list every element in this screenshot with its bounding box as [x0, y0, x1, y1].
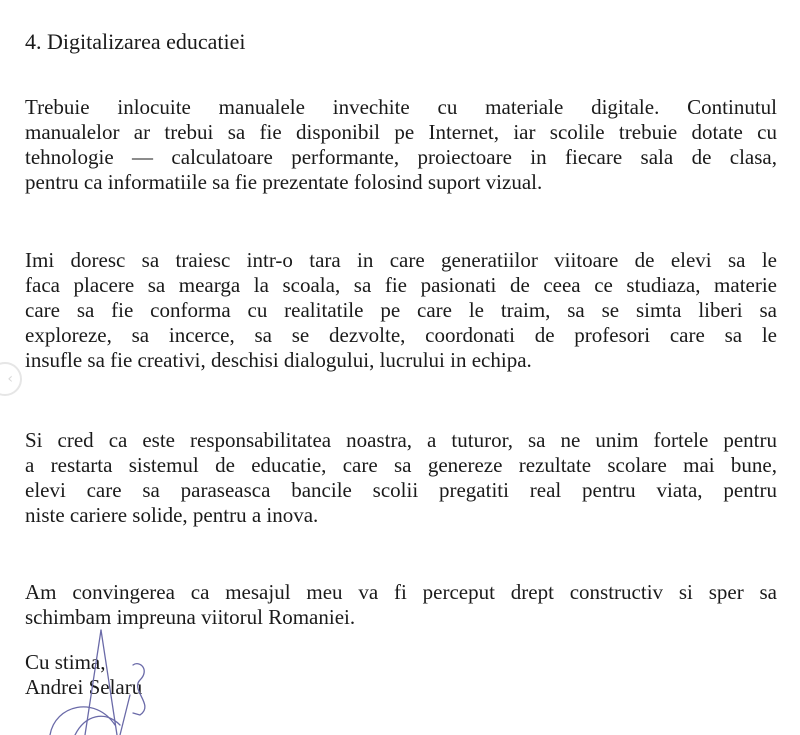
paragraph-3: [25, 428, 777, 528]
salutation: Cu stima,: [25, 650, 106, 674]
letter-closing: [25, 650, 142, 700]
paragraph-line: elevi care sa paraseasca bancile scolii pregatiti real pentru viata, pentru: [25, 478, 777, 502]
signatory-name: Andrei Selaru: [25, 675, 143, 699]
paragraph-line: Si cred ca este responsabilitatea noastra, a tuturor, sa ne unim fortele pentru: [25, 428, 777, 452]
paragraph-line: tehnologie — calculatoare performante, proiectoare in fiecare sala de clasa,: [25, 145, 777, 169]
paragraph-line: exploreze, sa incerce, sa se dezvolte, coordonati de profesori care sa le: [25, 323, 777, 347]
paragraph-line: Trebuie inlocuite manualele invechite cu materiale digitale. Continutul: [25, 95, 777, 119]
paragraph-line: Am convingerea ca mesajul meu va fi perceput drept constructiv si sper sa: [25, 580, 777, 604]
paragraph-line: niste cariere solide, pentru a inova.: [25, 503, 319, 527]
paragraph-1: [25, 95, 777, 195]
chevron-left-icon: ‹: [7, 371, 13, 387]
paragraph-4: [25, 580, 777, 630]
paragraph-line: pentru ca informatiile sa fie prezentate folosind suport vizual.: [25, 170, 543, 194]
previous-slide-button[interactable]: [0, 362, 22, 396]
paragraph-line: manualelor ar trebui sa fie disponibil pe Internet, iar scolile trebuie dotate cu: [25, 120, 777, 144]
paragraph-line: faca placere sa mearga la scoala, sa fie pasionati de ceea ce studiaza, materie: [25, 273, 777, 297]
paragraph-2: [25, 248, 777, 373]
paragraph-line: a restarta sistemul de educatie, care sa genereze rezultate scolare mai bune,: [25, 453, 777, 477]
paragraph-line: care sa fie conforma cu realitatile pe care le traim, sa se simta liberi sa: [25, 298, 777, 322]
section-heading: 4. Digitalizarea educatiei: [25, 29, 246, 54]
paragraph-line: Imi doresc sa traiesc intr-o tara in care generatiilor viitoare de elevi sa le: [25, 248, 777, 272]
paragraph-line: schimbam impreuna viitorul Romaniei.: [25, 605, 356, 629]
paragraph-line: insufle sa fie creativi, deschisi dialogului, lucrului in echipa.: [25, 348, 532, 372]
